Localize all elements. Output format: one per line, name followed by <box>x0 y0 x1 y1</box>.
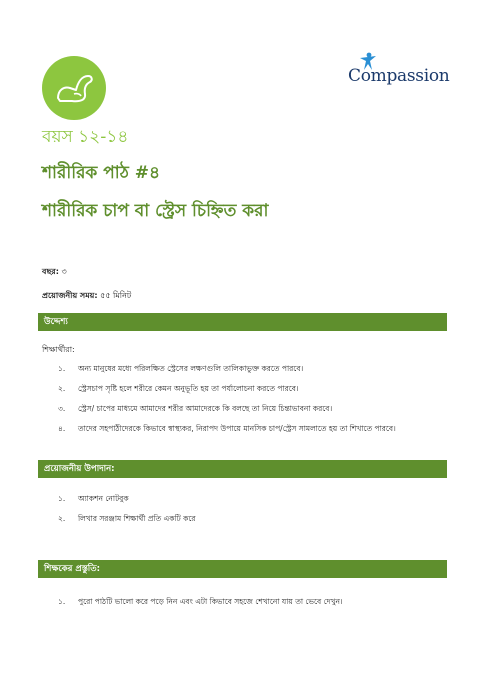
list-item <box>58 597 343 617</box>
item-text: তাদের সহপাঠীদেরকে কিভাবে স্বাস্থ্যকর, নিরাপদ উপায়ে মানসিক চাপ/স্ট্রেস সামলাতে হয় তা শিখাতে পারবে। <box>78 424 396 433</box>
item-number: ২. <box>58 384 66 393</box>
item-text: স্ট্রেসচাপ সৃষ্টি হলে শরীরে কেমন অনুভূতি হয় তা পর্যালোচনা করতে পারবে। <box>78 384 299 393</box>
item-number: ২. <box>58 514 66 523</box>
page-title: শারীরিক চাপ বা স্ট্রেস চিহ্নিত করা <box>42 201 269 221</box>
list-item <box>58 404 396 424</box>
list-item <box>58 384 396 404</box>
item-number: ১. <box>58 364 66 373</box>
flexed-arm-icon <box>42 56 106 120</box>
meta-year <box>42 266 67 279</box>
item-text: পুরো পাঠটি ভালো করে পড়ে নিন এবং এটা কিভাবে সহজে শেখানো যায় তা ভেবে দেখুন। <box>78 597 343 606</box>
item-number: ১. <box>58 597 66 606</box>
preparation-heading: শিক্ষকের প্রস্তুতি: <box>38 560 447 578</box>
materials-heading: প্রয়োজনীয় উপাদান: <box>38 460 447 478</box>
compassion-logo <box>342 52 452 92</box>
item-number: ৪. <box>58 424 66 433</box>
objectives-heading: উদ্দেশ্য <box>38 313 447 331</box>
item-text: স্ট্রেস/ চাপের মাধ্যমে আমাদের শরীর আমাদেরকে কি বলছে তা নিয়ে চিন্তাভাবনা করবে। <box>78 404 333 413</box>
item-text: লিখার সরঞ্জাম শিক্ষার্থী প্রতি একটি করে <box>78 514 196 523</box>
lesson-label: শারীরিক পাঠ #৪ <box>42 163 160 183</box>
meta-time <box>42 290 131 303</box>
meta-time-value: ৫৫ মিনিট <box>100 291 132 300</box>
preparation-list <box>58 597 343 617</box>
item-text: অন্য মানুষের মধ্যে পরিলক্ষিত স্ট্রেসের লক্ষণগুলি তালিকাভুক্ত করতে পারবে। <box>78 364 304 373</box>
item-number: ১. <box>58 494 66 503</box>
item-number: ৩. <box>58 404 66 413</box>
brand-name: Compassion <box>348 66 450 86</box>
materials-list <box>58 494 196 534</box>
age-range: বয়স ১২-১৪ <box>42 127 129 147</box>
meta-year-value: ৩ <box>61 267 67 276</box>
item-text: অ্যাকশন নোটবুক <box>78 494 129 503</box>
list-item <box>58 514 196 534</box>
list-item <box>58 424 396 444</box>
objectives-intro: শিক্ষার্থীরা: <box>42 345 75 354</box>
list-item <box>58 494 196 514</box>
objectives-list <box>58 364 396 444</box>
meta-year-label: বছর: <box>42 267 59 276</box>
meta-time-label: প্রয়োজনীয় সময়: <box>42 291 98 300</box>
list-item <box>58 364 396 384</box>
